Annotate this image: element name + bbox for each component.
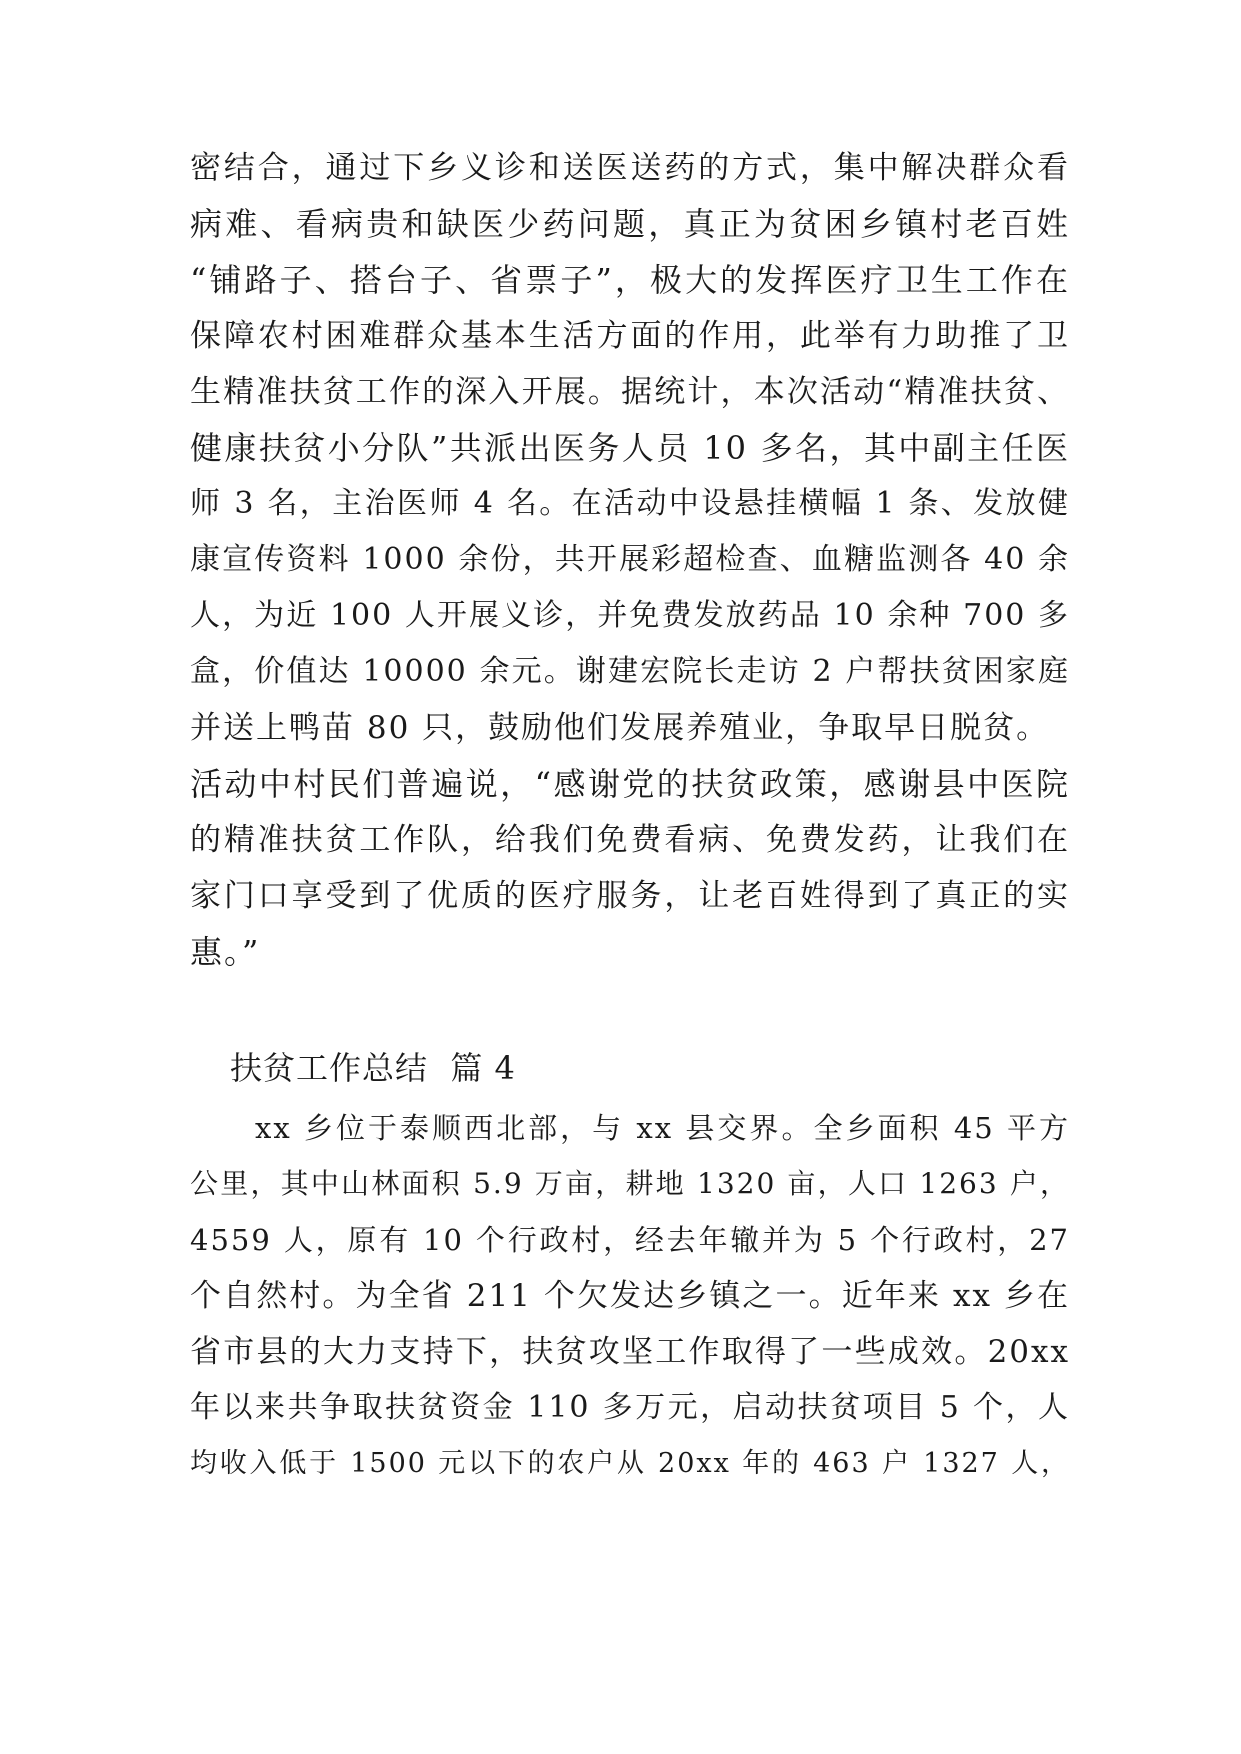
text-line: 健康扶贫小分队”共派出医务人员 10 多名，其中副主任医 [190,429,1070,467]
text-line: 盒，价值达 10000 余元。谢建宏院长走访 2 户帮扶贫困家庭 [190,654,1070,689]
text-line: 年以来共争取扶贫资金 110 多万元，启动扶贫项目 5 个，人 [190,1390,1070,1425]
text-line: 人，为近 100 人开展义诊，并免费发放药品 10 余种 700 多 [190,598,1070,633]
text-line: 省市县的大力支持下，扶贫攻坚工作取得了一些成效。20xx [190,1334,1070,1370]
text-line: “铺路子、搭台子、省票子”，极大的发挥医疗卫生工作在 [190,261,1070,299]
section-heading: 扶贫工作总结 篇 4 [230,1049,516,1087]
text-line: 保障农村困难群众基本生活方面的作用，此举有力助推了卫 [190,318,1070,354]
text-line: 生精准扶贫工作的深入开展。据统计，本次活动“精准扶贫、 [190,374,1070,410]
text-line: 公里，其中山林面积 5.9 万亩，耕地 1320 亩，人口 1263 户， [190,1167,1070,1200]
text-line: 活动中村民们普遍说，“感谢党的扶贫政策，感谢县中医院 [190,765,1070,803]
text-line: 均收入低于 1500 元以下的农户从 20xx 年的 463 户 1327 人， [190,1448,1070,1479]
text-line: 个自然村。为全省 211 个欠发达乡镇之一。近年来 xx 乡在 [190,1278,1070,1314]
text-line: 密结合，通过下乡义诊和送医送药的方式，集中解决群众看 [190,150,1070,186]
text-line: 并送上鸭苗 80 只，鼓励他们发展养殖业，争取早日脱贫。 [190,710,1050,746]
text-line: 的精准扶贫工作队，给我们免费看病、免费发药，让我们在 [190,822,1070,858]
text-line: 康宣传资料 1000 余份，共开展彩超检查、血糖监测各 40 余 [190,542,1070,577]
text-line: 师 3 名，主治医师 4 名。在活动中设悬挂横幅 1 条、发放健 [190,486,1070,521]
text-line: 惠。” [190,933,261,971]
text-line: xx 乡位于泰顺西北部，与 xx 县交界。全乡面积 45 平方 [255,1111,1070,1145]
text-line: 家门口享受到了优质的医疗服务，让老百姓得到了真正的实 [190,878,1070,914]
text-line: 病难、看病贵和缺医少药问题，真正为贫困乡镇村老百姓 [190,205,1070,243]
text-line: 4559 人，原有 10 个行政村，经去年辙并为 5 个行政村，27 [190,1223,1070,1257]
